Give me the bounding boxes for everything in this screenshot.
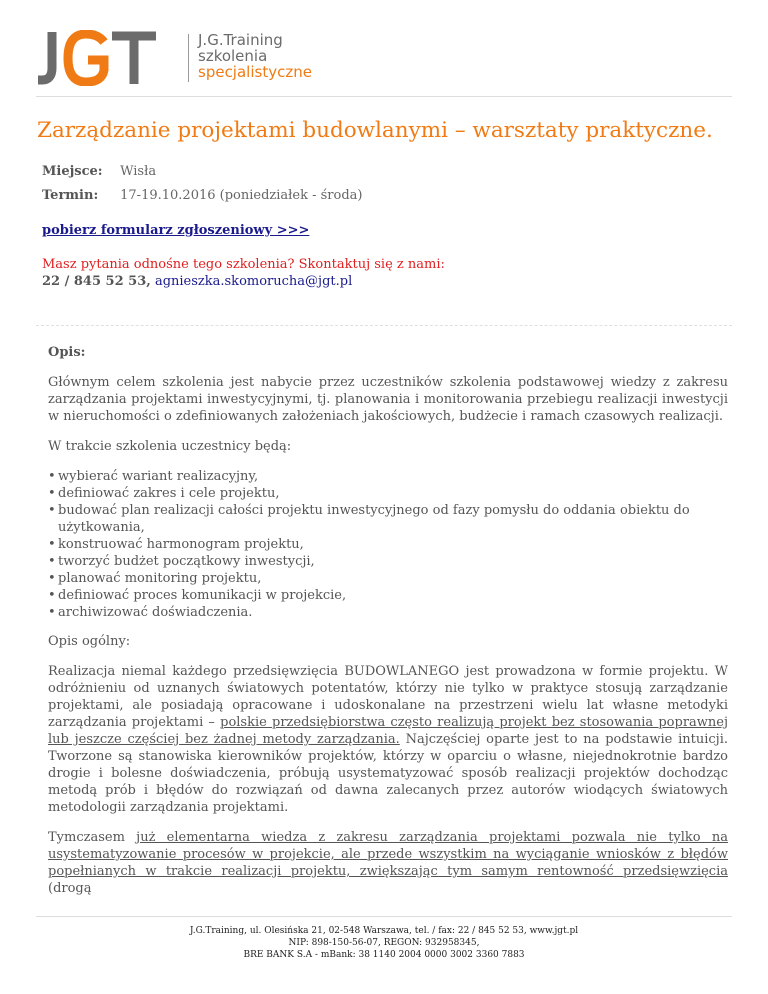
download-form-link[interactable]: pobierz formularz zgłoszeniowy >>> <box>42 223 310 238</box>
bullet-icon: • <box>48 486 56 501</box>
description-heading: Opis: <box>48 345 86 360</box>
general-paragraph-1: Realizacja niemal każdego przedsięwzięcia BUDOWLANEGO jest prowadzona w formie projektu. W odróżnieniu od uznanych światowych potentatów, którzy nie tylko w praktyce stosują zarządzanie projektami, ale posiadają opracowane i udoskonalane na przestrzeni wielu lat własne metodyki zarządzania projektami – polskie przedsiębiorstwa często realizują projekt bez stosowania poprawnej lub jeszcze częściej bez żadnej metody zarządzania. Najczęściej oparte jest to na podstawie intuicji. Tworzone są stanowiska kierowników projektów, którzy w oparciu o własne, niejednokrotnie bardzo drogie i bolesne doświadczenia, próbują usystematyzować sposób realizacji projektów dochodząc metodą prób i błędów do rozwiązań od dawna zalecanych przez autorów wiodących światowych metodologii zarządzania projektami. <box>48 664 729 815</box>
meta-place-row <box>42 163 362 187</box>
bullet-icon: • <box>48 537 56 552</box>
logo-line-training: szkolenia <box>198 47 268 65</box>
footer-tax-ids: NIP: 898-150-56-07, REGON: 932958345, <box>288 938 480 948</box>
list-item: • definiować zakres i cele projektu, <box>48 486 280 501</box>
logo-line-brand: J.G.Training <box>198 31 283 49</box>
date-label: Termin: <box>42 188 99 203</box>
contact-phone: 22 / 845 52 53, <box>42 274 151 289</box>
list-item: • tworzyć budżet początkowy inwestycji, <box>48 554 315 569</box>
page-footer <box>0 925 768 961</box>
list-intro: W trakcie szkolenia uczestnicy będą: <box>48 439 292 454</box>
contact-block <box>42 256 445 290</box>
bullet-icon: • <box>48 571 56 586</box>
company-logo <box>38 30 312 86</box>
list-item: • archiwizować doświadczenia. <box>48 605 253 620</box>
emphasis-underlined: już elementarna wiedza z zakresu zarządzania projektami pozwala nie tylko na usystematyzowanie procesów w projekcie, ale przede wszystkim na wyciąganie wniosków z błędów popełnianych w trakcie realizacji projektu, zwiększając tym samym rentowność przedsięwzięcia <box>48 830 728 879</box>
bullet-icon: • <box>48 554 56 569</box>
list-item: • planować monitoring projektu, <box>48 571 262 586</box>
logo-text <box>198 32 312 80</box>
list-item: • definiować proces komunikacji w projekcie, <box>48 588 347 603</box>
bullet-icon: • <box>48 588 56 603</box>
footer-bank: BRE BANK S.A - mBank: 38 1140 2004 0000 3002 3360 7883 <box>243 950 525 960</box>
footer-divider <box>36 916 732 917</box>
emphasis-underlined: polskie przedsiębiorstwa często realizują projekt bez stosowania poprawnej lub jeszcze częściej bez żadnej metody zarządzania. <box>48 715 729 747</box>
meta-date-row <box>42 187 362 211</box>
description-paragraph: Głównym celem szkolenia jest nabycie przez uczestników szkolenia podstawowej wiedzy z zakresu zarządzania projektami inwestycyjnymi, tj. planowania i monitorowania przebiegu realizacji inwestycji w nieruchomości o zdefiniowanych założeniach jakościowych, budżecie i ramach czasowych realizacji. <box>48 375 728 424</box>
general-description-heading: Opis ogólny: <box>48 634 131 649</box>
date-value: 17-19.10.2016 (poniedziałek - środa) <box>120 188 363 203</box>
logo-divider <box>188 34 189 82</box>
bullet-icon: • <box>48 605 56 620</box>
footer-address: J.G.Training, ul. Olesińska 21, 02-548 Warszawa, tel. / fax: 22 / 845 52 53, www.jgt.pl <box>189 926 579 936</box>
logo-line-specialist: specjalistyczne <box>198 63 312 81</box>
page-title: Zarządzanie projektami budowlanymi – warsztaty praktyczne. <box>37 118 713 143</box>
jgt-logo-mark <box>38 30 156 86</box>
course-meta <box>42 163 362 211</box>
general-paragraph-2: Tymczasem już elementarna wiedza z zakresu zarządzania projektami pozwala nie tylko na usystematyzowanie procesów w projekcie, ale przede wszystkim na wyciąganie wniosków z błędów popełnianych w trakcie realizacji projektu, zwiększając tym samym rentowność przedsięwzięcia (drogą <box>48 830 728 896</box>
bullet-icon: • <box>48 503 56 518</box>
list-item: • budować plan realizacji całości projektu inwestycyjnego od fazy pomysłu do oddania obiektu do użytkowania, <box>48 503 690 535</box>
place-label: Miejsce: <box>42 164 103 179</box>
skills-list <box>48 468 728 621</box>
course-description <box>48 344 728 910</box>
contact-question: Masz pytania odnośne tego szkolenia? Skontaktuj się z nami: <box>42 257 445 272</box>
section-divider <box>36 325 732 326</box>
list-item: • wybierać wariant realizacyjny, <box>48 469 259 484</box>
bullet-icon: • <box>48 469 56 484</box>
header-divider <box>36 96 732 97</box>
list-item: • konstruować harmonogram projektu, <box>48 537 304 552</box>
contact-email-link[interactable]: agnieszka.skomorucha@jgt.pl <box>154 274 353 289</box>
place-value: Wisła <box>120 164 157 179</box>
